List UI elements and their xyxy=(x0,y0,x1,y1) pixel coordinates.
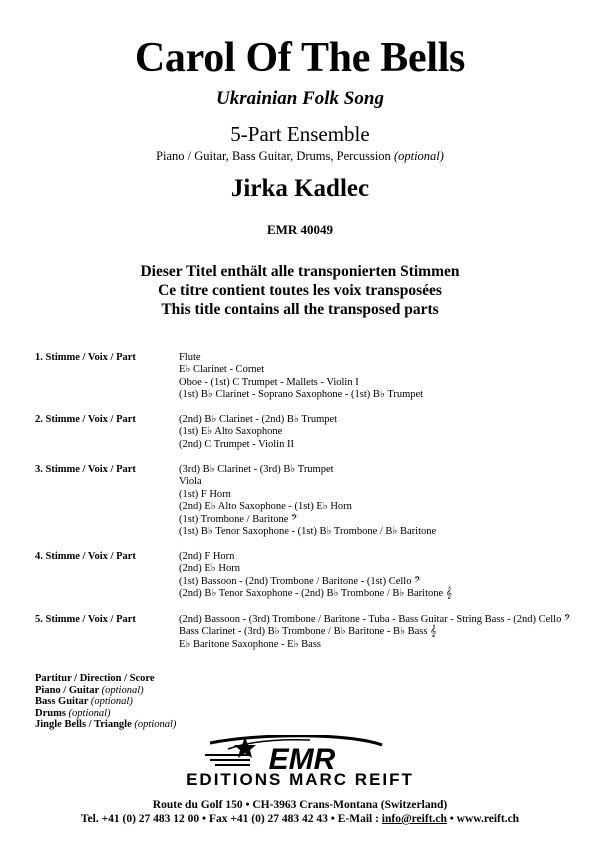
note-french: Ce titre contient toutes les voix transposées xyxy=(158,282,442,299)
title: Carol Of The Bells xyxy=(134,35,466,81)
part-line: (1st) B♭ Clarinet - Soprano Saxophone - (1st) B♭ Trumpet xyxy=(179,389,424,401)
part-line: (2nd) Bassoon - (3rd) Trombone / Baritone - Tuba - Bass Guitar - String Bass - (2nd) Cello 𝄢 xyxy=(179,614,571,625)
score-item: Drums (optional) xyxy=(35,707,111,719)
part-line: (2nd) E♭ Alto Saxophone - (1st) E♭ Horn xyxy=(179,501,352,513)
email-link[interactable]: info@reift.ch xyxy=(381,813,447,825)
part-label: 2. Stimme / Voix / Part xyxy=(35,414,136,425)
part-line: E♭ Clarinet - Cornet xyxy=(179,364,265,376)
part-line: (3rd) B♭ Clarinet - (3rd) B♭ Trumpet xyxy=(179,464,334,475)
part-line: (2nd) B♭ Tenor Saxophone - (2nd) B♭ Trombone / B♭ Baritone 𝄞 xyxy=(179,588,452,600)
part-label: 3. Stimme / Voix / Part xyxy=(35,464,136,475)
instrumentation xyxy=(0,149,600,164)
part-line: E♭ Baritone Saxophone - E♭ Bass xyxy=(179,638,322,650)
publisher-address: Route du Golf 150 • CH-3963 Crans-Montana (Switzerland) xyxy=(152,799,448,811)
part-line: (1st) B♭ Tenor Saxophone - (1st) B♭ Trombone / B♭ Baritone xyxy=(179,525,437,537)
contact-text: Tel. +41 (0) 27 483 12 00 • Fax +41 (0) 27 483 42 43 • E-Mail : xyxy=(80,813,382,825)
note-german: Dieser Titel enthält alle transponierten Stimmen xyxy=(140,263,460,280)
score-item: Partitur / Direction / Score xyxy=(35,673,155,684)
score-item: Bass Guitar (optional) xyxy=(35,696,133,708)
part-line: (1st) Bassoon - (2nd) Trombone / Baritone - (1st) Cello 𝄢 xyxy=(179,575,421,587)
part-line: (2nd) C Trumpet - Violin II xyxy=(179,438,294,450)
part-line: Oboe - (1st) C Trumpet - Mallets - Violin I xyxy=(179,376,359,388)
publisher-name: EDITIONS MARC REIFT xyxy=(186,770,414,789)
part-label: 4. Stimme / Voix / Part xyxy=(35,551,136,562)
part-line: Bass Clarinet - (3rd) B♭ Trombone / B♭ Baritone - B♭ Bass 𝄞 xyxy=(179,626,437,638)
part-label: 1. Stimme / Voix / Part xyxy=(35,352,136,363)
part-line: (1st) F Horn xyxy=(179,488,231,500)
part-line: (2nd) B♭ Clarinet - (2nd) B♭ Trumpet xyxy=(179,414,338,425)
score-list xyxy=(35,673,176,731)
part-line: (1st) E♭ Alto Saxophone xyxy=(179,426,283,438)
part-line: Viola xyxy=(179,476,202,488)
catalog-number: EMR 40049 xyxy=(266,222,334,237)
instrumentation-text: Piano / Guitar, Bass Guitar, Drums, Percussion xyxy=(156,149,391,163)
transposed-parts-note xyxy=(0,262,600,319)
publisher-contact xyxy=(0,813,600,825)
part-line: (2nd) E♭ Horn xyxy=(179,563,240,575)
part-line: (1st) Trombone / Baritone 𝄢 xyxy=(179,513,298,525)
note-english: This title contains all the transposed parts xyxy=(161,301,439,318)
part-line: (2nd) F Horn xyxy=(179,551,235,562)
contact-website: • www.reift.ch xyxy=(446,813,520,825)
instrumentation-optional: (optional) xyxy=(393,149,444,163)
logo-text: EMR xyxy=(268,743,336,776)
part-line: Flute xyxy=(179,352,201,363)
part-label: 5. Stimme / Voix / Part xyxy=(35,614,136,625)
score-item: Jingle Bells / Triangle (optional) xyxy=(35,719,177,731)
ensemble-label: 5-Part Ensemble xyxy=(230,122,370,146)
score-item: Piano / Guitar (optional) xyxy=(35,684,144,696)
subtitle: Ukrainian Folk Song xyxy=(216,88,384,109)
composer: Jirka Kadlec xyxy=(230,175,370,202)
